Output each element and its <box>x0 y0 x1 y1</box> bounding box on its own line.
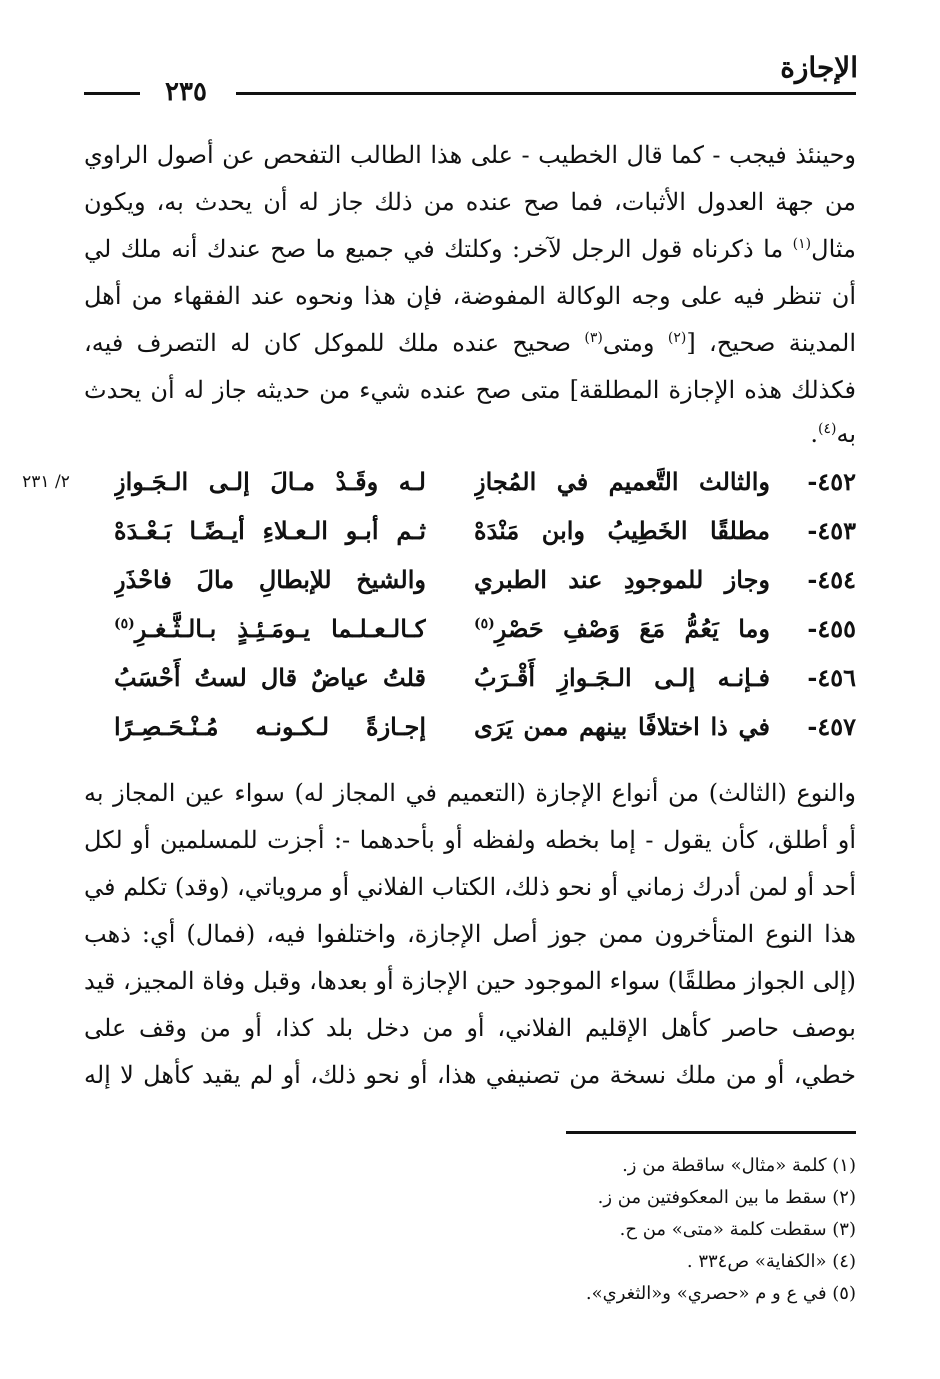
text-line: هذا النوع المتأخرون ممن جوز أصل الإجازة، واختلفوا فيه، (فمال) أي: ذهب <box>84 920 856 948</box>
verse-second-hemistich: قلتُ عياضٌ قال لستُ أَحْسَبُ <box>114 663 426 692</box>
text-run: ومتى <box>602 329 668 357</box>
margin-reference: ٢/ ٢٣١ <box>22 472 70 492</box>
text-line: أحد أو لمن أدرك زماني أو نحو ذلك، الكتاب الفلاني أو مروياتي، (وقد) تكلم في <box>84 873 856 901</box>
verse-number: ٤٥٧- <box>807 712 856 741</box>
verse-number: ٤٥٢- <box>807 467 856 496</box>
verse-row <box>84 458 856 507</box>
verse-number: ٤٥٥- <box>807 614 856 643</box>
footnote: (٥) في ع و م «حصري» و«الثغري». <box>585 1283 856 1304</box>
verse-first-hemistich: وجاز للموجودِ عند الطبري <box>474 565 770 594</box>
text-run: ما ذكرناه قول الرجل لآخر: وكلتك في جميع ما صح عندك أنه ملك لي <box>84 235 793 263</box>
footnote-marker: (٥) <box>474 616 495 632</box>
verse-row <box>84 556 856 605</box>
text-run: وما يَعُمُّ مَعَ وَصْفِ حَصْرِ <box>494 614 770 643</box>
verse-first-hemistich: مطلقًا الخَطِيبُ وابن مَنْدَهْ <box>474 516 770 545</box>
footnote-marker: (٥) <box>114 616 135 632</box>
verse-row <box>84 507 856 556</box>
text-line <box>84 320 856 367</box>
verse-number: ٤٥٤- <box>807 565 856 594</box>
verse-second-hemistich: لـه وقَـدْ مـالَ إلـى الـجَـوازِ <box>114 467 426 496</box>
page-number: ٢٣٥ <box>165 77 207 107</box>
paragraph-1 <box>84 132 856 454</box>
footnote: (٤) «الكفاية» ص٣٣٤ . <box>686 1251 856 1272</box>
text-line: (إلى الجواز مطلقًا) سواء الموجود حين الإجازة أو بعدها، وقبل وفاة المجيز، قيد <box>84 967 856 995</box>
text-line: من جهة العدول الأثبات، فما صح عنده من ذلك جاز له أن يحدث به، ويكون <box>84 188 856 216</box>
text-run: المدينة صحيح، [ <box>686 329 856 357</box>
footnote: (٣) سقطت كلمة «متى» من ح. <box>619 1219 856 1240</box>
text-run: . <box>810 420 818 448</box>
text-line: خطي، أو من ملك نسخة من تصنيفي هذا، أو نحو ذلك، أو لم يقيد كأهل لا إله <box>84 1061 856 1089</box>
footnote: (٢) سقط ما بين المعكوفتين من ز. <box>597 1187 856 1208</box>
footnotes <box>256 1150 856 1310</box>
verse-first-hemistich <box>474 605 770 653</box>
header-rule <box>236 92 856 95</box>
text-run: صحيح عنده ملك للموكل كان له التصرف فيه، <box>84 329 585 357</box>
paragraph-2 <box>84 770 856 1099</box>
verse-first-hemistich: في ذا اختلافًا بينهم ممن يَرَى <box>474 712 770 741</box>
poem-verses <box>84 458 856 752</box>
header-rule-short <box>84 92 140 95</box>
text-line: فكذلك هذه الإجازة المطلقة] متى صح عنده شيء من حديثه جاز له أن يحدث <box>84 376 856 404</box>
verse-second-hemistich: والشيخ للإبطالِ مالَ فاحْذَرِ <box>114 565 426 594</box>
text-line: والنوع (الثالث) من أنواع الإجازة (التعميم في المجاز له) سواء عين المجاز به <box>84 779 856 807</box>
verse-row <box>84 703 856 752</box>
footnote-marker: (٢) <box>667 330 687 346</box>
text-line: وحينئذ فيجب - كما قال الخطيب - على هذا الطالب التفحص عن أصول الراوي <box>84 141 856 169</box>
text-line <box>84 414 856 454</box>
verse-number: ٤٥٣- <box>807 516 856 545</box>
verse-first-hemistich: والثالث التَّعميم في المُجازِ <box>474 467 770 496</box>
text-run: مثال <box>811 235 856 263</box>
text-run: به <box>836 420 856 448</box>
running-header-title: الإجازة <box>780 51 858 84</box>
verse-second-hemistich: إجـازةً لـكـونـه مُـنْـحَـصِـرًا <box>114 712 426 741</box>
verse-second-hemistich <box>114 605 426 653</box>
verse-number: ٤٥٦- <box>807 663 856 692</box>
footnote: (١) كلمة «مثال» ساقطة من ز. <box>622 1155 856 1176</box>
text-line: بوصف حاصر كأهل الإقليم الفلاني، أو من دخل بلد كذا، أو من وقف على <box>84 1014 856 1042</box>
text-line: أو أطلق، كأن يقول - إما بخطه ولفظه أو بأحدهما -: أجزت للمسلمين أو لكل <box>84 826 856 854</box>
verse-row <box>84 605 856 654</box>
footnote-marker: (٤) <box>817 421 837 437</box>
text-line: أن تنظر فيه على وجه الوكالة المفوضة، فإن هذا ونحوه عند الفقهاء من أهل <box>84 282 856 310</box>
footnote-marker: (٣) <box>584 330 603 346</box>
verse-row <box>84 654 856 703</box>
footnote-separator <box>566 1131 856 1134</box>
footnote-marker: (١) <box>792 236 812 252</box>
verse-second-hemistich: ثـم أبـو الـعـلاءِ أيـضًـا بَـعْـدَهْ <box>114 516 426 545</box>
text-run: كـالـعـلـما يـومَـئِـذٍ بـالـثَّـغـرِ <box>134 614 426 643</box>
verse-first-hemistich: فـإنـه إلـى الـجَـوازِ أَقْـرَبُ <box>474 663 770 692</box>
text-line <box>84 226 856 273</box>
